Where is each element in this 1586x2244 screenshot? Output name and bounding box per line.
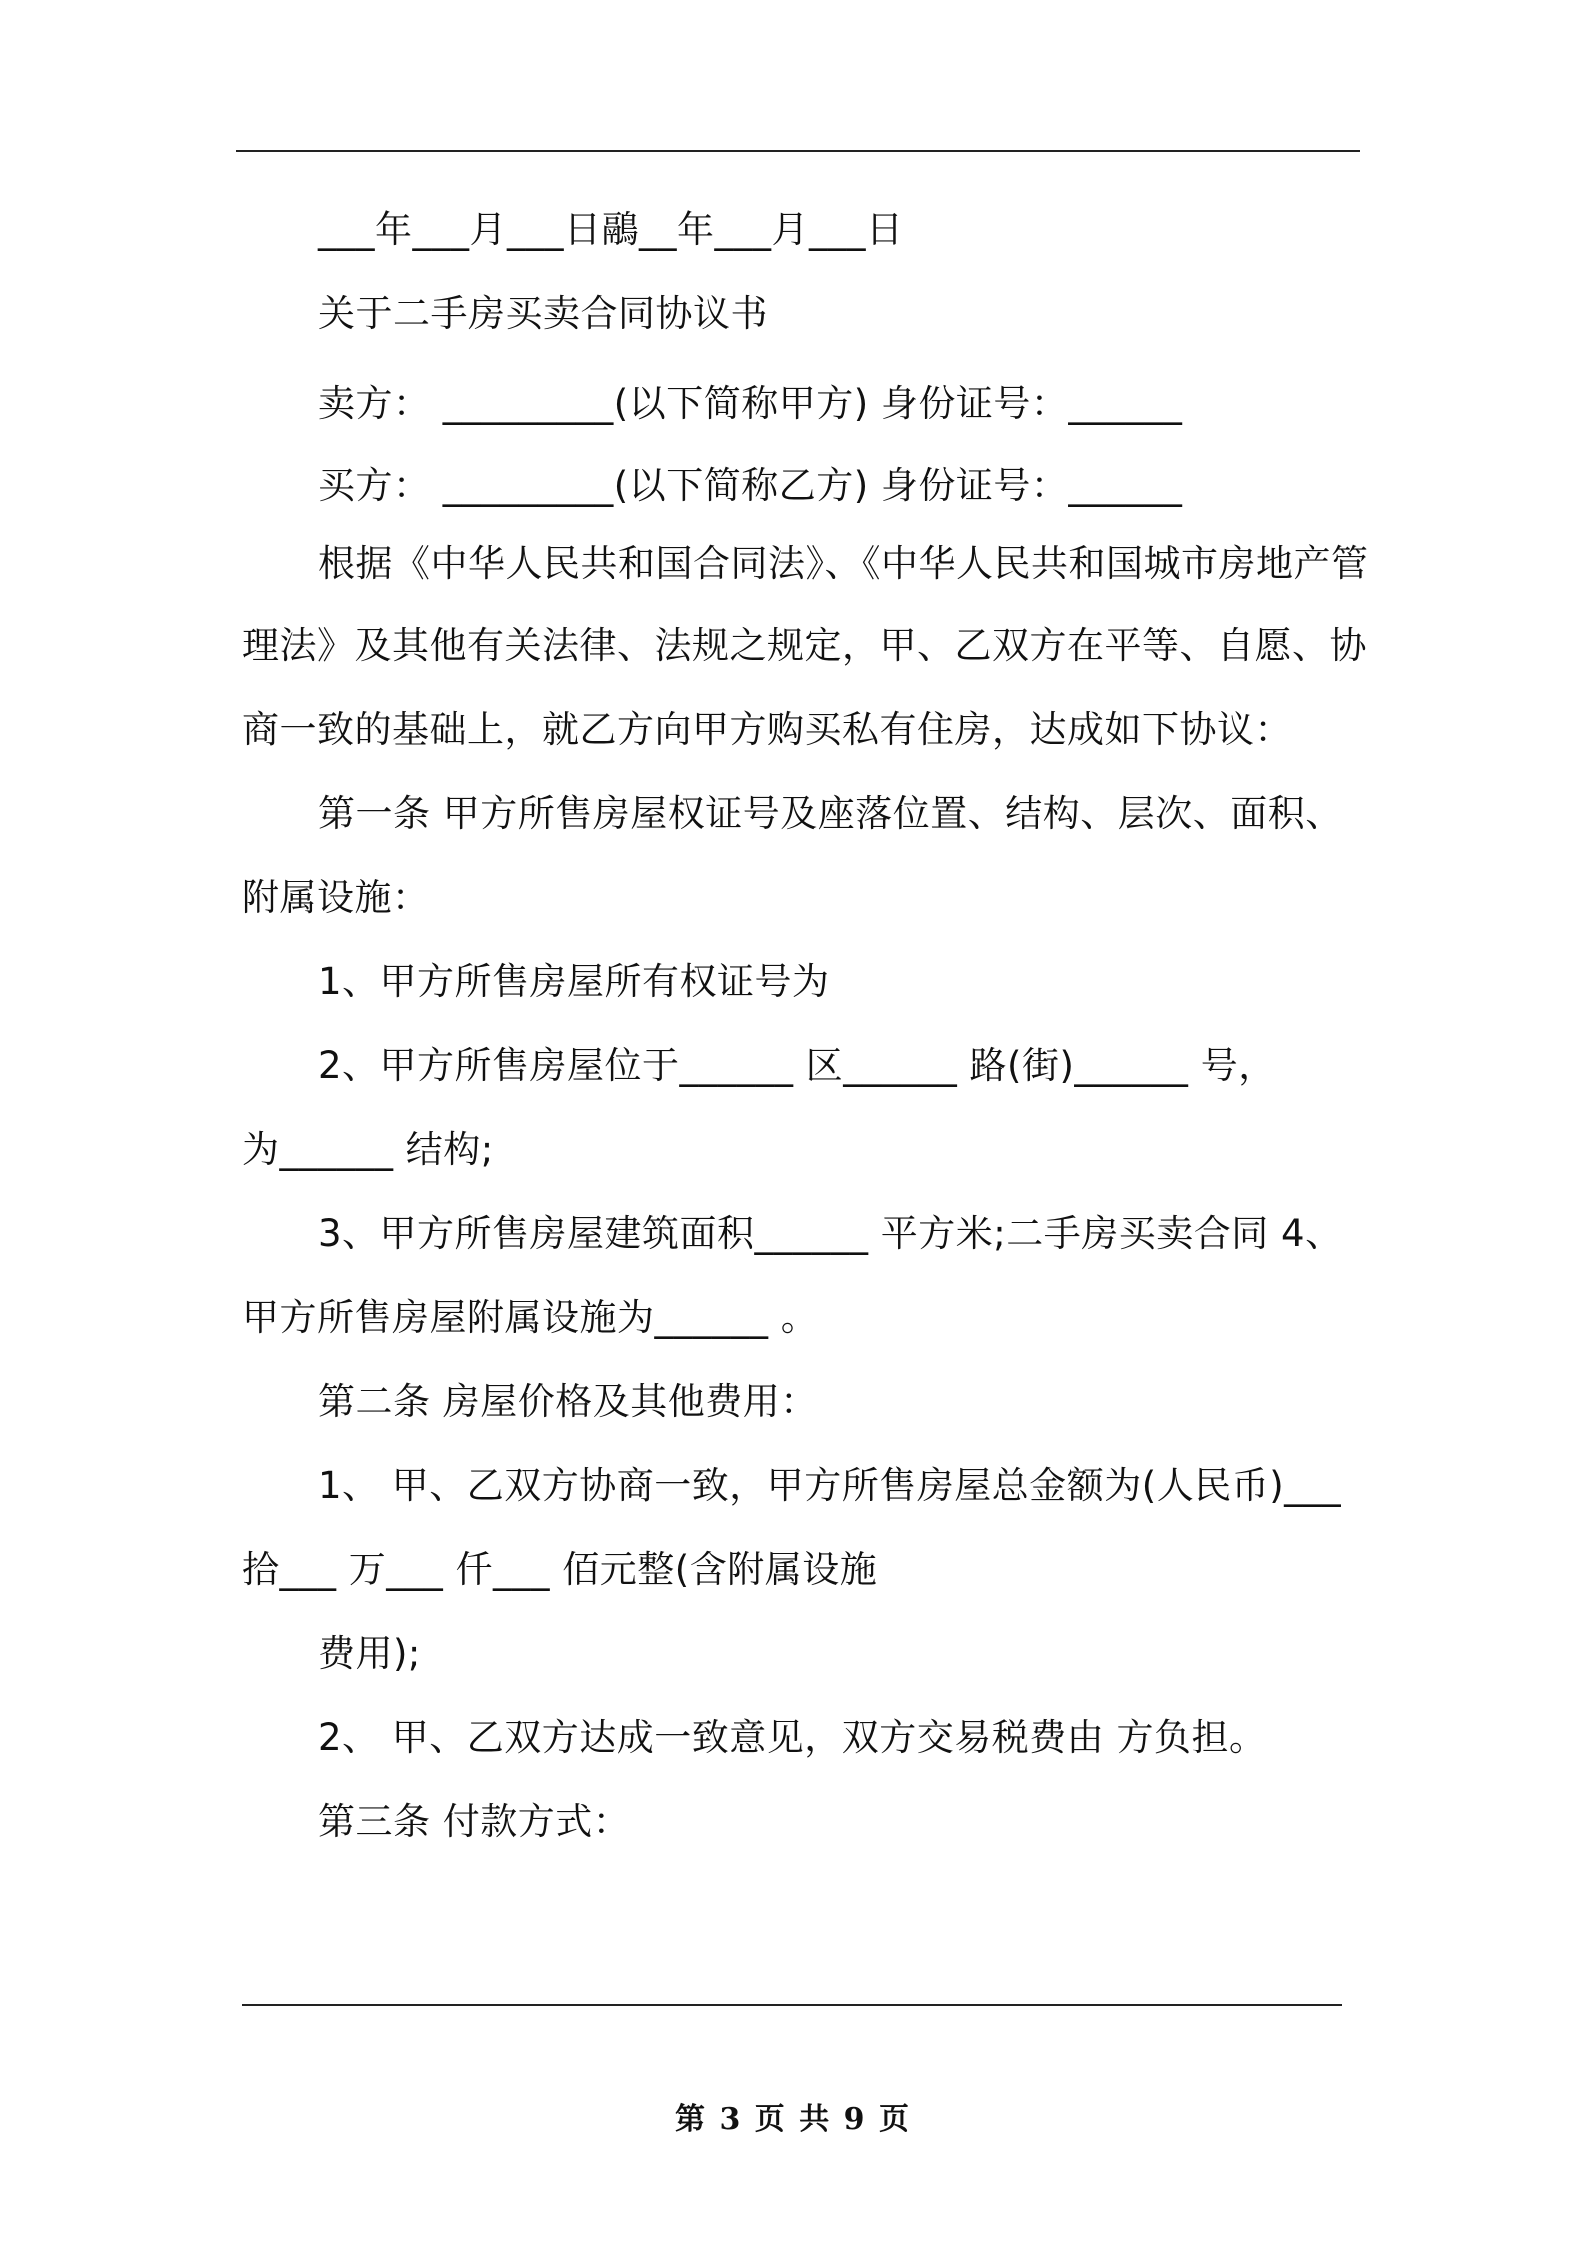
header-rule	[236, 150, 1360, 152]
article-1-heading: 第一条 甲方所售房屋权证号及座落位置、结构、层次、面积、	[318, 792, 1343, 835]
article-2-heading: 第二条 房屋价格及其他费用：	[318, 1380, 818, 1423]
article-1-heading-cont: 附属设施：	[242, 876, 430, 919]
buyer-line: 买方： _________(以下简称乙方) 身份证号：______	[318, 464, 1183, 507]
article-2-item-1-cont: 拾___ 万___ 仟___ 佰元整(含附属设施	[242, 1548, 878, 1591]
page-number: 第 3 页 共 9 页	[675, 2102, 911, 2137]
article-2-item-1: 1、 甲、乙双方协商一致，甲方所售房屋总金额为(人民币)___	[318, 1464, 1342, 1507]
date-line: ___年___月___日鷊__年___月___日	[318, 208, 904, 251]
document-title: 关于二手房买卖合同协议书	[318, 292, 768, 335]
preamble-line-1: 根据《中华人民共和国合同法》、《中华人民共和国城市房地产管	[318, 542, 1369, 585]
seller-line: 卖方： _________(以下简称甲方) 身份证号：______	[318, 382, 1183, 425]
article-1-item-1: 1、甲方所售房屋所有权证号为	[318, 960, 830, 1003]
preamble-line-2: 理法》及其他有关法律、法规之规定，甲、乙双方在平等、自愿、协	[242, 624, 1367, 667]
article-2-item-2: 2、 甲、乙双方达成一致意见，双方交易税费由 方负担。	[318, 1716, 1267, 1759]
article-2-item-1-end: 费用);	[318, 1632, 421, 1675]
article-3-heading: 第三条 付款方式：	[318, 1800, 631, 1843]
article-1-item-2: 2、甲方所售房屋位于______ 区______ 路(街)______ 号，	[318, 1044, 1276, 1087]
article-1-item-3: 3、甲方所售房屋建筑面积______ 平方米;二手房买卖合同 4、	[318, 1212, 1343, 1255]
footer-rule	[242, 2004, 1342, 2006]
article-1-item-3-cont: 甲方所售房屋附属设施为______ 。	[242, 1296, 819, 1339]
article-1-item-2-cont: 为______ 结构;	[242, 1128, 494, 1171]
preamble-line-3: 商一致的基础上，就乙方向甲方购买私有住房，达成如下协议：	[242, 708, 1292, 751]
